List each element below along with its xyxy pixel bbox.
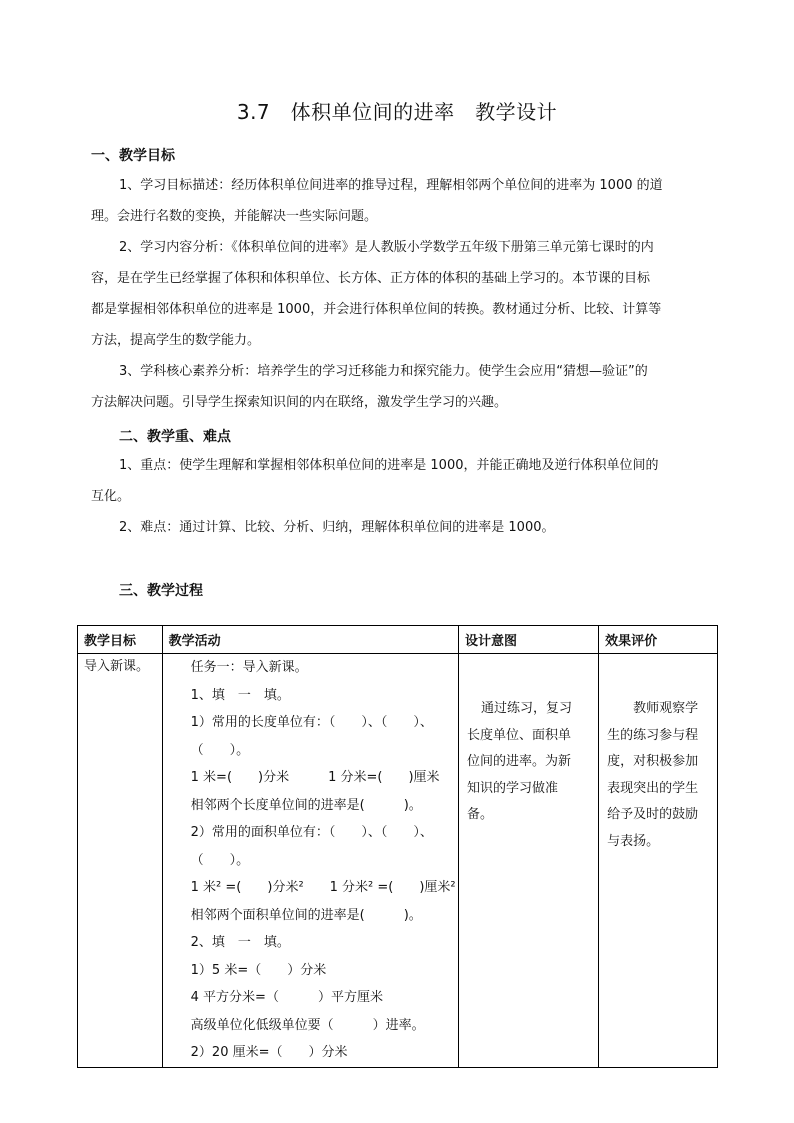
text-line: 方法，提高学生的数学能力。 bbox=[91, 333, 261, 348]
evaluation-line: 表现突出的学生 bbox=[607, 780, 699, 796]
evaluation-line: 教师观察学 bbox=[633, 701, 699, 716]
activity-line: 1、填 一 填。 bbox=[190, 687, 290, 703]
objectives-paragraph-1 bbox=[91, 170, 705, 232]
intent-line: 通过练习，复习 bbox=[480, 701, 572, 716]
text-line: 1、重点：使学生理解和掌握相邻体积单位间的进率是 1000，并能正确地及逆行体积单位间的 bbox=[119, 458, 659, 473]
header-cell-goal: 教学目标 bbox=[78, 626, 163, 654]
activity-line: （ ）。 bbox=[190, 742, 250, 758]
text-line: 3、学科核心素养分析：培养学生的学习迁移能力和探究能力。使学生会应用“猜想—验证”的 bbox=[119, 364, 648, 379]
activity-line: （ ）。 bbox=[190, 852, 250, 868]
table-header-row bbox=[78, 626, 718, 654]
text-line: 都是掌握相邻体积单位的进率是 1000，并会进行体积单位间的转换。教材通过分析、比较、计算等 bbox=[91, 302, 662, 317]
activity-line: 2）20 厘米=（ ）分米 bbox=[190, 1045, 348, 1060]
section-heading-key-points: 二、教学重、难点 bbox=[119, 429, 231, 445]
activity-line: 相邻两个面积单位间的进率是( )。 bbox=[190, 907, 422, 923]
evaluation-cell bbox=[599, 654, 718, 1068]
header-cell-evaluation: 效果评价 bbox=[599, 626, 718, 654]
activity-line: 1）5 米=（ ）分米 bbox=[190, 962, 327, 978]
text-line: 方法解决问题。引导学生探索知识间的内在联络，激发学生学习的兴趣。 bbox=[91, 395, 508, 410]
evaluation-line: 生的练习参与程 bbox=[607, 727, 699, 743]
intent-cell bbox=[458, 654, 598, 1068]
key-point-paragraph bbox=[91, 450, 705, 512]
header-cell-activity: 教学活动 bbox=[162, 626, 458, 654]
intent-line: 位间的进率。为新 bbox=[466, 754, 571, 769]
difficulty-paragraph bbox=[91, 512, 705, 543]
activity-cell bbox=[162, 654, 458, 1068]
teaching-process-table bbox=[77, 625, 718, 1068]
section-heading-objectives: 一、教学目标 bbox=[91, 148, 175, 164]
text-line: 1、学习目标描述：经历体积单位间进率的推导过程，理解相邻两个单位间的进率为 1000 的道 bbox=[119, 178, 663, 193]
section-heading-process: 三、教学过程 bbox=[119, 583, 203, 599]
text-line: 理。会进行名数的变换，并能解决一些实际问题。 bbox=[91, 209, 378, 224]
text-line: 2、学习内容分析：《体积单位间的进率》是人教版小学数学五年级下册第三单元第七课时的内 bbox=[119, 240, 654, 255]
evaluation-line: 度，对积极参加 bbox=[607, 754, 699, 769]
activity-line: 1 米=( )分米 1 分米=( )厘米 bbox=[190, 770, 440, 785]
intent-line: 备。 bbox=[466, 807, 493, 822]
document-title: 3.7 体积单位间的进率 教学设计 bbox=[236, 100, 558, 124]
activity-line: 相邻两个长度单位间的进率是( )。 bbox=[190, 797, 422, 813]
text-line: 互化。 bbox=[91, 489, 131, 504]
intent-line: 知识的学习做准 bbox=[466, 780, 558, 796]
activity-line: 任务一：导入新课。 bbox=[190, 660, 308, 675]
text-line: 2、难点：通过计算、比较、分析、归纳，理解体积单位间的进率是 1000。 bbox=[119, 520, 555, 535]
activity-line: 1）常用的长度单位有：（ ）、（ ）、 bbox=[190, 715, 433, 730]
goal-cell: 导入新课。 bbox=[78, 654, 163, 1068]
intent-line: 长度单位、面积单 bbox=[466, 727, 571, 743]
text-line: 容，是在学生已经掌握了体积和体积单位、长方体、正方体的体积的基础上学习的。本节课的目标 bbox=[91, 271, 651, 286]
table-row bbox=[78, 654, 718, 1068]
header-cell-intent: 设计意图 bbox=[458, 626, 598, 654]
activity-line: 高级单位化低级单位要（ ）进率。 bbox=[190, 1017, 425, 1033]
evaluation-line: 给予及时的鼓励 bbox=[607, 807, 699, 822]
objectives-paragraph-3 bbox=[91, 356, 705, 418]
activity-line: 4 平方分米=（ ）平方厘米 bbox=[190, 990, 383, 1005]
evaluation-line: 与表扬。 bbox=[607, 833, 660, 849]
activity-line: 2）常用的面积单位有：（ ）、（ ）、 bbox=[190, 825, 433, 840]
activity-line: 1 米² =( )分米² 1 分米² =( )厘米² bbox=[190, 880, 456, 895]
activity-line: 2、填 一 填。 bbox=[190, 935, 290, 950]
objectives-paragraph-2 bbox=[91, 232, 705, 356]
